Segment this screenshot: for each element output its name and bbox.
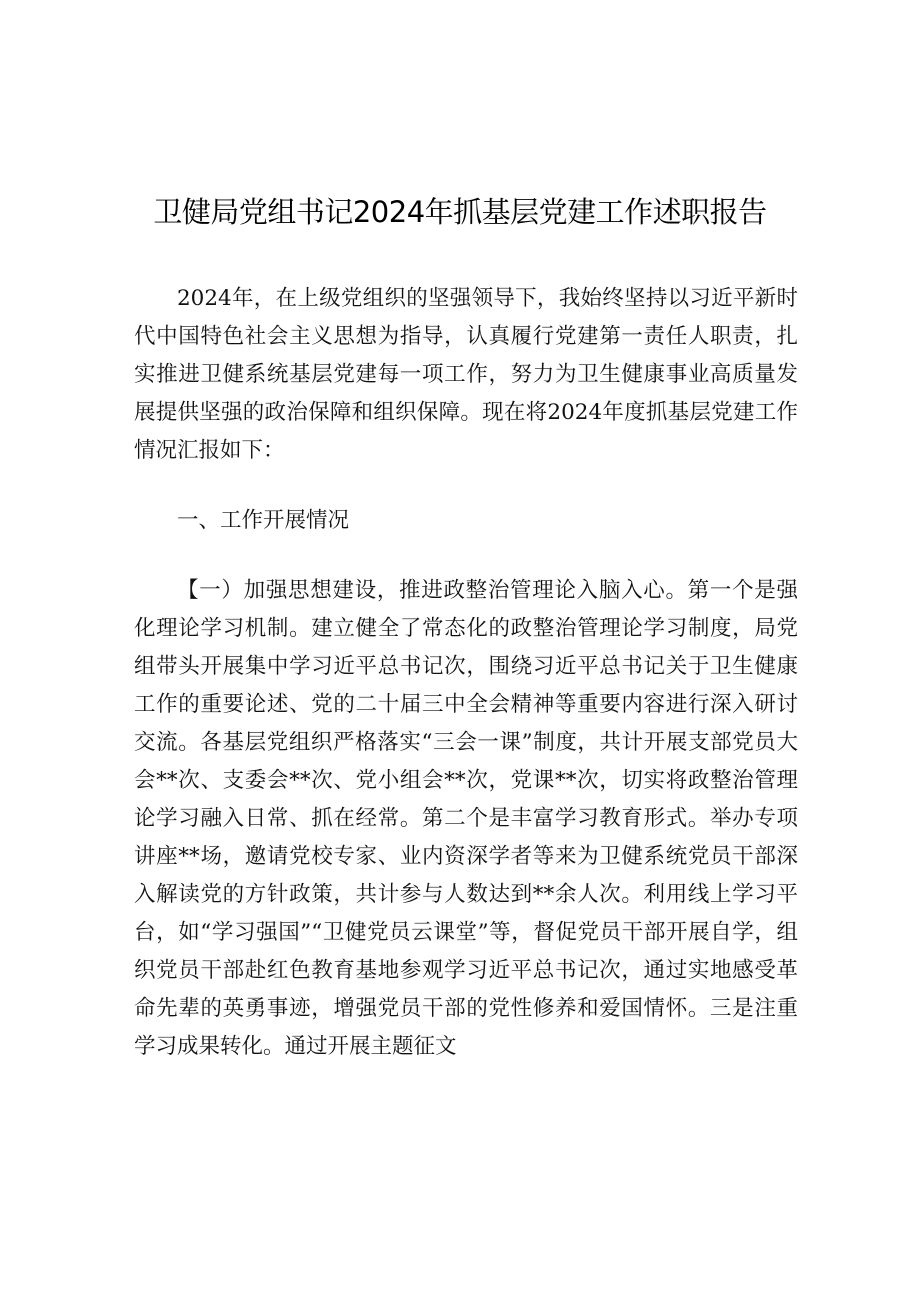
document-body [134,280,798,1066]
document-title: 卫健局党组书记2024年抓基层党建工作述职报告 [153,195,767,229]
section-heading: 一、工作开展情况 [177,508,350,533]
intro-paragraph: 2024年，在上级党组织的坚强领导下，我始终坚持以习近平新时代中国特色社会主义思想为指导，认真履行党建第一责任人职责，扎实推进卫健系统基层党建每一项工作，努力为卫生健康事业高质量发展提供坚强的政治保障和组织保障。现在将2024年度抓基层党建工作情况汇报如下： [134,286,798,463]
body-paragraph: 【一）加强思想建设，推进政整治管理论入脑入心。第一个是强化理论学习机制。建立健全了常态化的政整治管理论学习制度，局党组带头开展集中学习近平总书记次，围绕习近平总书记关于卫生健康工作的重要论述、党的二十届三中全会精神等重要内容进行深入研讨交流。各基层党组织严格落实“三会一课”制度，共计开展支部党员大会**次、支委会**次、党小组会**次，党课**次，切实将政整治管理论学习融入日常、抓在经常。第二个是丰富学习教育形式。举办专项讲座**场，邀请党校专家、业内资深学者等来为卫健系统党员干部深入解读党的方针政策，共计参与人数达到**余人次。利用线上学习平台，如“学习强国”“卫健党员云课堂”等，督促党员干部开展自学，组织党员干部赴红色教育基地参观学习近平总书记次，通过实地感受革命先辈的英勇事迹，增强党员干部的党性修养和爱国情怀。三是注重学习成果转化。通过开展主题征文 [134,578,798,1059]
